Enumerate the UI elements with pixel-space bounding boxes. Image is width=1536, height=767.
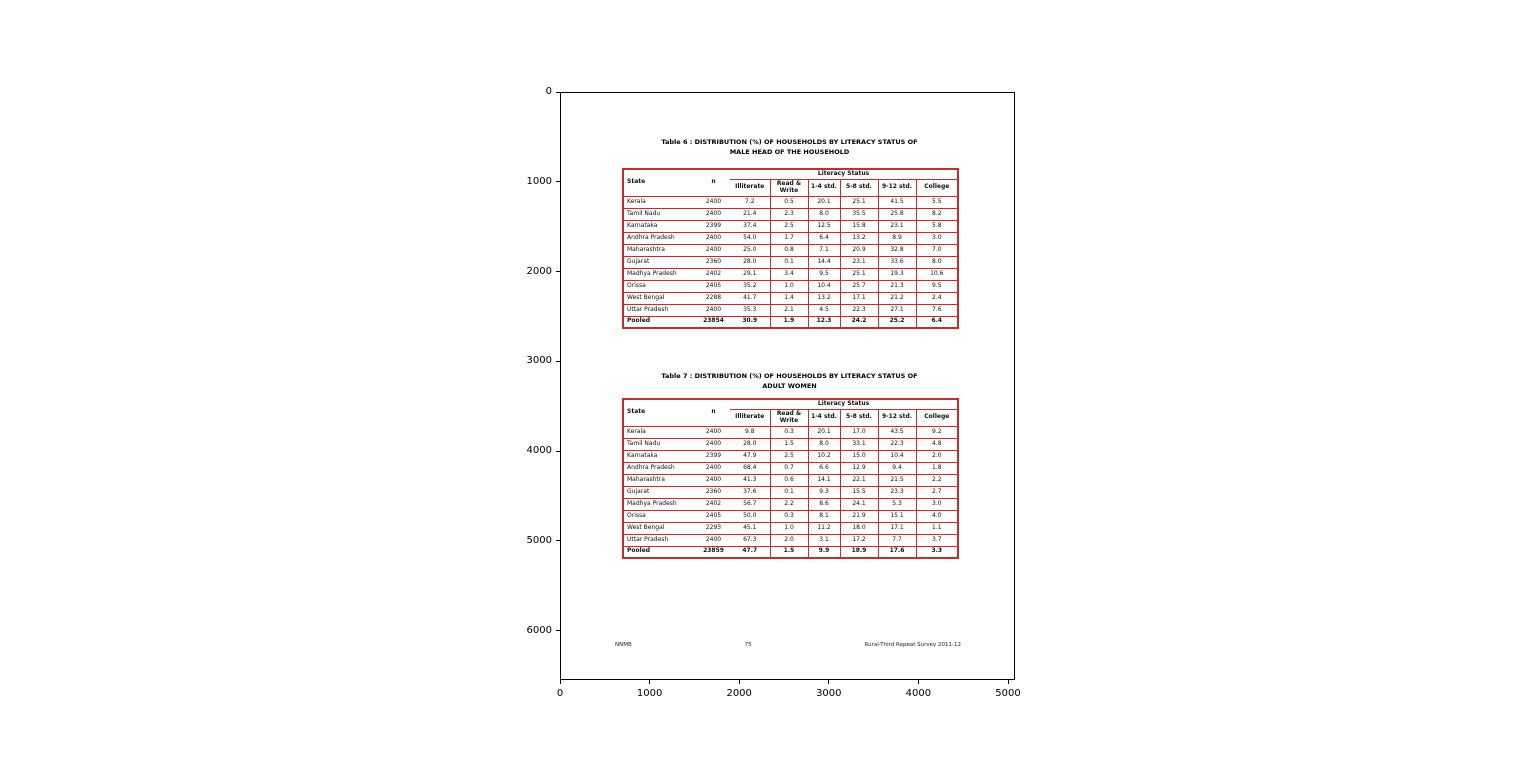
table-cell: 8.0 [916,256,958,268]
column-header: College [916,409,958,426]
table-cell: 33.6 [878,256,916,268]
table-cell: West Bengal [623,522,697,534]
table-cell: 23.1 [840,256,878,268]
table-cell: Pooled [623,316,697,328]
table-cell: 1.9 [770,316,808,328]
table-cell: 8.0 [808,208,840,220]
table-cell: 2288 [697,292,730,304]
table6-title-line2: MALE HEAD OF THE HOUSEHOLD [729,148,850,157]
y-tick-mark [556,271,560,272]
table-cell: 1.5 [770,546,808,558]
table-cell: 50.0 [730,510,770,522]
table-cell: 2.3 [770,208,808,220]
table-row [623,462,958,474]
table-cell: 41.5 [878,196,916,208]
table-cell: 2402 [697,268,730,280]
table-cell: 10.6 [916,268,958,280]
table-cell: 2400 [697,244,730,256]
table-cell: 15.5 [840,486,878,498]
table-cell: 25.7 [840,280,878,292]
column-header: College [916,179,958,196]
table-cell: 2.2 [770,498,808,510]
table-cell: Tamil Nadu [623,208,697,220]
footer-right-text: Rural-Third Repeat Survey 2011-12 [864,642,961,648]
table-cell: Madhya Pradesh [623,498,697,510]
table-cell: Andhra Pradesh [623,232,697,244]
table-cell: 9.5 [916,280,958,292]
table-cell: 28.0 [730,438,770,450]
table-cell: 3.3 [916,546,958,558]
table-cell: Tamil Nadu [623,438,697,450]
table-cell: 35.2 [730,280,770,292]
table-row [623,244,958,256]
table-cell: Pooled [623,546,697,558]
table-cell: 25.1 [840,196,878,208]
table-cell: 25.1 [840,268,878,280]
y-tick-label: 3000 [526,355,552,367]
y-tick-label: 1000 [526,175,552,187]
table-row [623,208,958,220]
table-cell: 67.3 [730,534,770,546]
table-cell: 9.2 [916,426,958,438]
table-cell: 2402 [697,498,730,510]
table-row [623,268,958,280]
table-row [623,534,958,546]
table-row [623,256,958,268]
table-cell: 2360 [697,256,730,268]
y-tick-label: 0 [545,86,552,97]
table-cell: 2405 [697,510,730,522]
table-cell: 0.5 [770,196,808,208]
table-cell: 25.2 [878,316,916,328]
table-cell: 1.0 [770,522,808,534]
table-cell: 2400 [697,232,730,244]
table-cell: 24.1 [840,498,878,510]
table-cell: 30.9 [730,316,770,328]
group-header-literacy-status: Literacy Status [730,399,958,409]
table-cell: Maharashtra [623,244,697,256]
table-row [623,546,958,558]
table-cell: 2400 [697,474,730,486]
table-cell: 2400 [697,304,730,316]
y-tick-label: 4000 [526,445,552,456]
table-cell: 0.6 [770,474,808,486]
table-cell: Orissa [623,280,697,292]
table-header-row [623,399,958,409]
table-cell: 13.2 [808,292,840,304]
table7-title [622,371,957,391]
table-cell: 5.5 [916,196,958,208]
table-cell: 11.2 [808,522,840,534]
column-header: 1-4 std. [808,179,840,196]
table-cell: 15.1 [878,510,916,522]
y-tick-mark [556,451,560,452]
table-cell: 12.3 [808,316,840,328]
table-row [623,280,958,292]
column-header: 1-4 std. [808,409,840,426]
table7-container [622,398,959,559]
table-cell: 21.5 [878,474,916,486]
column-header-state: State [623,169,697,196]
column-header-n: n [697,169,730,196]
column-header: 5-8 std. [840,409,878,426]
table-cell: 9.8 [730,426,770,438]
column-header: 9-12 std. [878,179,916,196]
column-header-n: n [697,399,730,426]
table-row [623,474,958,486]
table-cell: 14.4 [808,256,840,268]
table-cell: 2399 [697,220,730,232]
table-cell: 28.0 [730,256,770,268]
table-cell: Maharashtra [623,474,697,486]
table-cell: 17.0 [840,426,878,438]
table-cell: 35.3 [730,304,770,316]
group-header-literacy-status: Literacy Status [730,169,958,179]
table-cell: 0.7 [770,462,808,474]
table-cell: Uttar Pradesh [623,534,697,546]
table-cell: 13.2 [840,232,878,244]
table-cell: 14.1 [808,474,840,486]
table-cell: 47.7 [730,546,770,558]
table-cell: 10.4 [878,450,916,462]
table-cell: 10.2 [808,450,840,462]
table-cell: 23.1 [878,220,916,232]
table-row [623,316,958,328]
footer-page-number: 75 [744,642,752,648]
table-cell: 54.0 [730,232,770,244]
table-cell: 21.3 [878,280,916,292]
table-cell: 56.7 [730,498,770,510]
table-cell: Madhya Pradesh [623,268,697,280]
literacy-table [622,398,959,559]
table-cell: 20.9 [840,244,878,256]
x-tick-label: 3000 [816,688,842,699]
table-cell: 7.1 [808,244,840,256]
table-cell: 23.3 [878,486,916,498]
table-cell: 6.6 [808,462,840,474]
table-cell: West Bengal [623,292,697,304]
table-cell: 5.3 [878,498,916,510]
table-cell: 3.4 [770,268,808,280]
table-cell: 33.1 [840,438,878,450]
table-cell: 6.4 [808,232,840,244]
table-cell: 9.5 [808,268,840,280]
table-row [623,522,958,534]
x-tick-label: 5000 [995,688,1021,699]
table-cell: 2400 [697,208,730,220]
table-cell: Karnataka [623,450,697,462]
table-cell: 4.8 [916,438,958,450]
x-tick-label: 1000 [636,688,663,699]
table-cell: 22.1 [840,474,878,486]
table-cell: 21.9 [840,510,878,522]
table-cell: 15.0 [840,450,878,462]
table-cell: 2.7 [916,486,958,498]
y-tick-mark [556,181,560,182]
table-cell: 2.5 [770,220,808,232]
footer-left-text: NNMB [615,642,632,648]
y-tick-label: 6000 [526,624,552,636]
y-tick-label: 5000 [526,534,552,546]
x-tick-mark [828,680,829,684]
table-cell: Karnataka [623,220,697,232]
table-cell: 6.4 [916,316,958,328]
table-cell: 22.3 [840,304,878,316]
table-cell: Kerala [623,196,697,208]
table6-container [622,168,959,329]
table-cell: 0.3 [770,510,808,522]
table-cell: 19.3 [878,268,916,280]
table-row [623,232,958,244]
table-cell: 2399 [697,450,730,462]
y-tick-mark [556,630,560,631]
figure-axes [560,92,1015,680]
x-tick-mark [739,680,740,684]
page-footer [615,642,961,649]
literacy-table [622,168,959,329]
x-tick-mark [1008,680,1009,684]
table-cell: 18.9 [840,546,878,558]
table-cell: 5.8 [916,220,958,232]
table-cell: Andhra Pradesh [623,462,697,474]
table-row [623,498,958,510]
table-cell: 1.7 [770,232,808,244]
table-cell: 1.5 [770,438,808,450]
column-header: Illiterate [730,409,770,426]
table-cell: 2.4 [916,292,958,304]
table6-title [622,137,957,157]
table-row [623,450,958,462]
table-cell: 45.1 [730,522,770,534]
table-cell: 18.0 [840,522,878,534]
table-cell: 2.0 [916,450,958,462]
column-header: Illiterate [730,179,770,196]
table-cell: 0.1 [770,486,808,498]
table-cell: 43.5 [878,426,916,438]
table-cell: 2400 [697,426,730,438]
table-cell: 2360 [697,486,730,498]
table-cell: 7.7 [878,534,916,546]
table-cell: 1.0 [770,280,808,292]
table-row [623,292,958,304]
table-cell: 29.1 [730,268,770,280]
table7-title-line2: ADULT WOMEN [762,382,817,391]
x-tick-mark [649,680,650,684]
table-cell: 3.1 [808,534,840,546]
table7-title-line1: Table 7 : DISTRIBUTION (%) OF HOUSEHOLDS BY LITERACY STATUS OF [661,372,918,380]
table-cell: Gujarat [623,256,697,268]
table-cell: 37.4 [730,220,770,232]
table-cell: 0.1 [770,256,808,268]
x-tick-mark [560,680,561,684]
table-cell: 3.0 [916,498,958,510]
table-header-row [623,169,958,179]
table-cell: 20.1 [808,426,840,438]
table-cell: 7.6 [916,304,958,316]
table-cell: 68.4 [730,462,770,474]
table-row [623,220,958,232]
table-cell: 37.6 [730,486,770,498]
table-cell: 1.8 [916,462,958,474]
table-cell: 8.0 [808,438,840,450]
table-cell: 2.1 [770,304,808,316]
table-cell: 25.0 [730,244,770,256]
table-cell: 0.3 [770,426,808,438]
table-cell: 7.0 [916,244,958,256]
table-row [623,486,958,498]
table-cell: 24.2 [840,316,878,328]
table-cell: 9.9 [808,546,840,558]
y-tick-mark [556,92,560,93]
x-tick-label: 2000 [726,688,752,699]
table-cell: 22.3 [878,438,916,450]
y-tick-mark [556,540,560,541]
table-cell: 8.6 [808,498,840,510]
y-tick-label: 2000 [526,265,552,277]
table-cell: Orissa [623,510,697,522]
table-cell: 41.3 [730,474,770,486]
table-cell: 2400 [697,534,730,546]
table-cell: 2400 [697,462,730,474]
table-cell: 1.1 [916,522,958,534]
table-cell: 17.6 [878,546,916,558]
table-cell: Kerala [623,426,697,438]
table-row [623,196,958,208]
table-cell: 4.5 [808,304,840,316]
table-cell: 21.4 [730,208,770,220]
x-tick-label: 4000 [905,688,932,699]
table-cell: 9.3 [808,486,840,498]
table-row [623,438,958,450]
table-cell: 3.0 [916,232,958,244]
table-cell: Gujarat [623,486,697,498]
table-cell: 23859 [697,546,730,558]
table-cell: 17.1 [878,522,916,534]
table-cell: 4.0 [916,510,958,522]
table-cell: 3.7 [916,534,958,546]
column-header: 5-8 std. [840,179,878,196]
table-cell: 47.9 [730,450,770,462]
x-tick-label: 0 [556,688,564,699]
table-cell: 2400 [697,196,730,208]
table-cell: 2.0 [770,534,808,546]
table-cell: 25.8 [878,208,916,220]
column-header: Read & Write [770,179,808,196]
table-cell: 2.5 [770,450,808,462]
table-cell: 17.1 [840,292,878,304]
table-cell: 8.9 [878,232,916,244]
table-cell: 12.5 [808,220,840,232]
table-cell: 23854 [697,316,730,328]
table-cell: Uttar Pradesh [623,304,697,316]
table-cell: 12.9 [840,462,878,474]
table-cell: 27.1 [878,304,916,316]
table-cell: 2293 [697,522,730,534]
table-cell: 21.2 [878,292,916,304]
table-cell: 41.7 [730,292,770,304]
table-cell: 1.4 [770,292,808,304]
table-cell: 7.2 [730,196,770,208]
table-cell: 2.2 [916,474,958,486]
table6-title-line1: Table 6 : DISTRIBUTION (%) OF HOUSEHOLDS BY LITERACY STATUS OF [661,138,918,146]
table-row [623,426,958,438]
table-cell: 2405 [697,280,730,292]
table-cell: 17.2 [840,534,878,546]
x-tick-mark [918,680,919,684]
table-cell: 35.5 [840,208,878,220]
table-cell: 15.8 [840,220,878,232]
column-header: Read & Write [770,409,808,426]
table-cell: 2400 [697,438,730,450]
column-header: 9-12 std. [878,409,916,426]
table-cell: 8.1 [808,510,840,522]
table-cell: 10.4 [808,280,840,292]
table-cell: 8.2 [916,208,958,220]
column-header-state: State [623,399,697,426]
table-cell: 32.8 [878,244,916,256]
y-tick-mark [556,361,560,362]
table-row [623,304,958,316]
table-cell: 0.8 [770,244,808,256]
table-row [623,510,958,522]
table-cell: 9.4 [878,462,916,474]
table-cell: 20.1 [808,196,840,208]
